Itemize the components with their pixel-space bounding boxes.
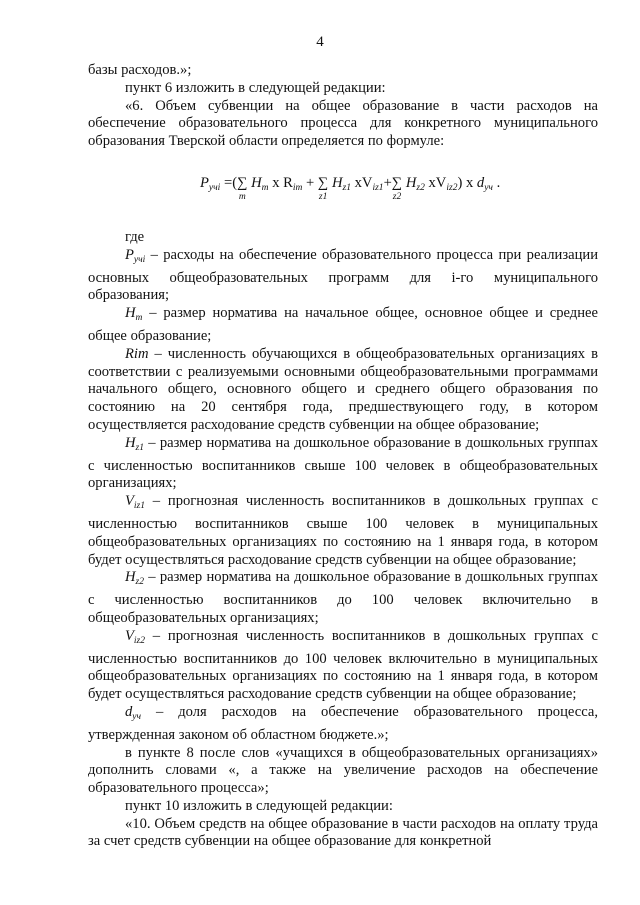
sum-sub-3: z2 — [392, 191, 402, 202]
formula — [88, 169, 598, 209]
formula-plus-1: + — [302, 174, 318, 191]
definition-rim — [88, 346, 598, 435]
formula-lhs: P — [200, 174, 209, 191]
formula-rim-sub: im — [292, 182, 303, 193]
formula-close: ) x — [457, 174, 477, 191]
paragraph-item-6-instruction: пункт 6 изложить в следующей редакции: — [125, 79, 386, 96]
definition-d-sub: уч — [132, 711, 142, 722]
definition-hm-text: – размер норматива на начальное общее, основное общее и среднее общее образование; — [88, 305, 598, 344]
definition-viz1-symbol: V — [125, 493, 134, 510]
sum-sub-1: m — [238, 191, 246, 202]
formula-hz2-sub: z2 — [416, 182, 425, 193]
definition-hz2-sub: z2 — [135, 577, 144, 588]
definition-hz2-text: – размер норматива на дошкольное образование в дошкольных группах с численностью воспитанников до 100 человек включительно в общеобразовательных организациях; — [88, 569, 598, 626]
definition-hz2-symbol: H — [125, 569, 136, 586]
formula-d-sub: уч — [484, 182, 493, 193]
formula-eq: =( — [220, 174, 238, 191]
formula-times-v2: xV — [424, 174, 447, 191]
formula-hm: H — [251, 174, 262, 191]
paragraph-line-1: базы расходов.»; — [88, 62, 192, 78]
sum-symbol-3 — [391, 174, 403, 202]
definition-viz1-sub: iz1 — [133, 501, 146, 512]
formula-d: d — [476, 174, 485, 191]
page-number: 4 — [316, 34, 324, 50]
formula-plus-2: + — [383, 174, 392, 191]
definitions-intro: где — [125, 228, 145, 245]
definition-p-symbol: P — [125, 246, 134, 263]
formula-hz1: H — [331, 174, 343, 191]
paragraph-item-10-instruction: пункт 10 изложить в следующей редакции: — [125, 797, 393, 814]
formula-hm-sub: m — [261, 182, 269, 193]
definition-viz2-sub: iz2 — [133, 635, 146, 646]
definition-hm-symbol: H — [125, 305, 136, 322]
definition-viz2-text: – прогнозная численность воспитанников в дошкольных группах с численностью воспитанников до 100 человек включительно в муниципальных общеобразовательных организациях по состоянию на 1 января года, в котором будет осуществляться расходование средств субвенции на общее образование; — [88, 627, 598, 703]
definition-d-symbol: d — [125, 703, 133, 720]
definition-p-sub: учi — [133, 254, 146, 265]
formula-hz1-sub: z1 — [342, 182, 351, 193]
sum-sub-2: z1 — [318, 191, 328, 202]
sigma-glyph-3: ∑ — [391, 174, 403, 191]
definition-viz1-text: – прогнозная численность воспитанников в дошкольных группах с численностью воспитанников свыше 100 человек в муниципальных общеобразовательных организациях по состоянию на 1 января года, в котором будет осуществляться расходование средств субвенции на общее образование; — [88, 493, 598, 568]
formula-viz2-sub: iz2 — [446, 182, 458, 193]
formula-viz1-sub: iz1 — [372, 182, 384, 193]
definition-p-text: – расходы на обеспечение образовательного процесса при реализации основных общеобразовательных программ для i-го муниципального образования; — [88, 246, 598, 304]
document-body — [88, 62, 598, 851]
definition-p — [88, 247, 598, 305]
definition-rim-symbol: Rim — [125, 345, 149, 362]
definition-hz1 — [88, 435, 598, 493]
definition-rim-text: – численность обучающихся в общеобразовательных организациях в соответствии с реализуемыми основными общеобразовательными программами начального общего, основного общего и среднего общего образования по состоянию на 20 сентября года, предшествующего году, в котором осуществляется расходование средств субвенции на общее образование; — [88, 345, 598, 433]
definition-d-text: – доля расходов на обеспечение образовательного процесса, утвержденная законом об областном бюджете.»; — [88, 703, 598, 743]
sigma-glyph-1: ∑ — [237, 174, 248, 191]
formula-hz2: H — [405, 174, 417, 191]
formula-expression — [200, 174, 501, 202]
definition-hm-sub: m — [135, 313, 143, 324]
formula-times-v1: xV — [350, 174, 373, 191]
definition-viz1 — [88, 493, 598, 569]
definition-viz2 — [88, 628, 598, 704]
formula-times-r: x R — [268, 174, 293, 191]
paragraph-item-10-text: «10. Объем средств на общее образование в части расходов на оплату труда за счет средств субвенции на общее образование для конкретной — [88, 815, 598, 850]
definition-hz1-sub: z1 — [135, 442, 144, 453]
definition-hz2 — [88, 569, 598, 627]
sum-symbol-2 — [317, 174, 329, 202]
formula-lhs-sub: учi — [208, 182, 221, 193]
definition-d — [88, 704, 598, 745]
sigma-glyph-2: ∑ — [317, 174, 329, 191]
definition-viz2-symbol: V — [125, 627, 134, 644]
formula-end: . — [492, 174, 501, 191]
sum-symbol-1 — [237, 174, 248, 202]
definition-hz1-text: – размер норматива на дошкольное образование в дошкольных группах с численностью воспитанников свыше 100 человек в общеобразовательных организациях; — [88, 434, 598, 492]
paragraph-item-8-amendment: в пункте 8 после слов «учащихся в общеобразовательных организациях» дополнить словами «, а также на увеличение расходов на обеспечение образовательного процесса»; — [88, 744, 598, 797]
definition-hz1-symbol: H — [125, 434, 136, 451]
paragraph-item-6-text: «6. Объем субвенции на общее образование в части расходов на обеспечение образовательного процесса для конкретного муниципального образования Тверской области определяется по формуле: — [88, 97, 598, 150]
definition-hm — [88, 305, 598, 346]
